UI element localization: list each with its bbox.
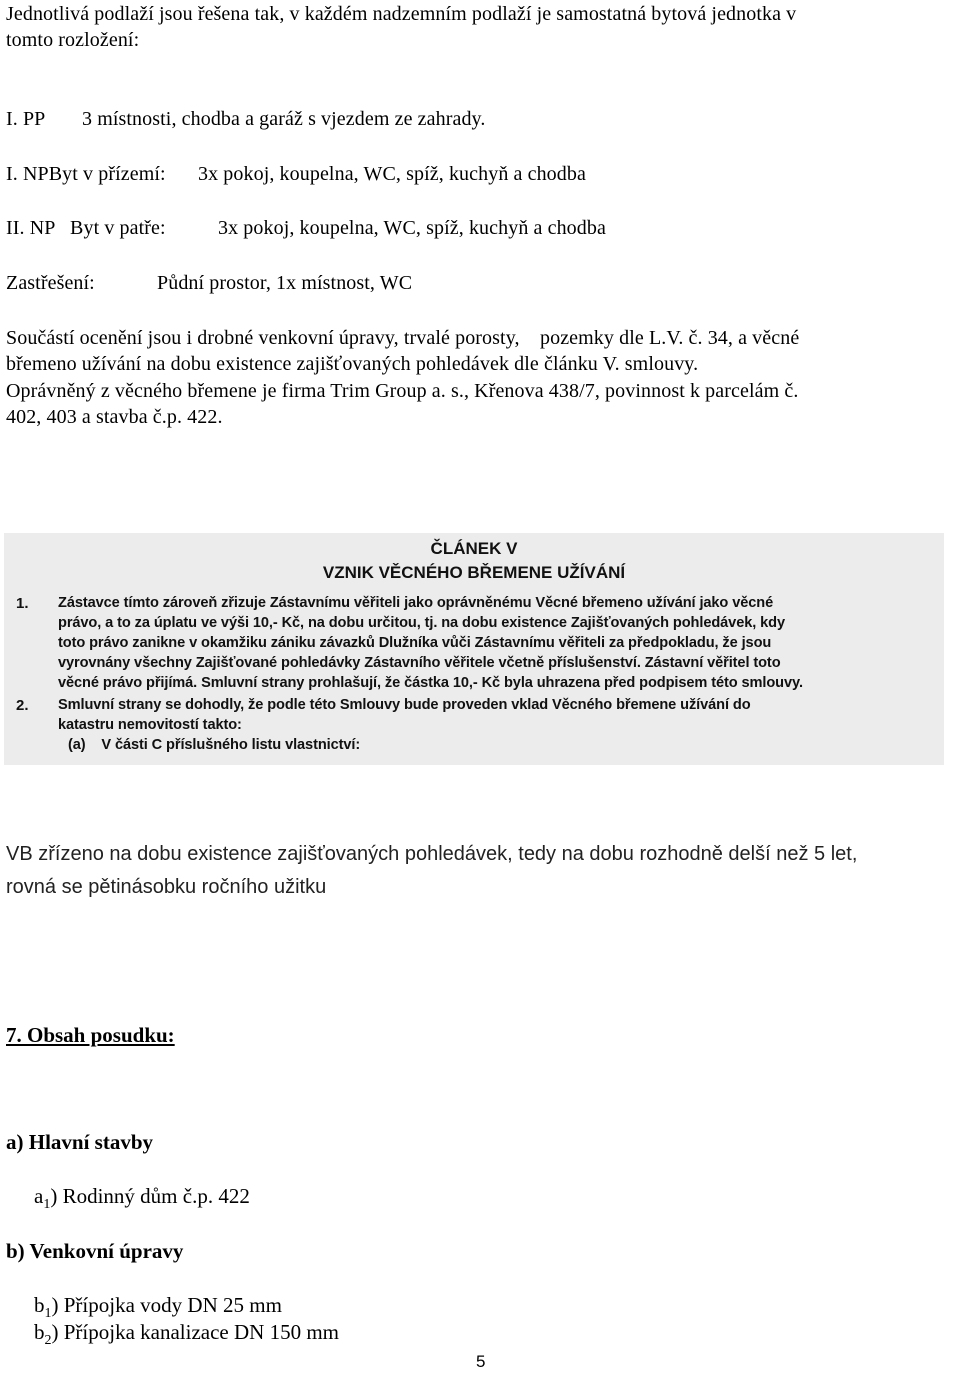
vb-note-line-2: rovná se pětinásobku ročního užitku	[6, 876, 327, 898]
valuation-note-line-4: 402, 403 a stavba č.p. 422.	[6, 406, 223, 428]
outdoor-works-heading: b) Venkovní úpravy	[6, 1239, 184, 1263]
page-number: 5	[476, 1352, 486, 1371]
item-a1-text: ) Rodinný dům č.p. 422	[50, 1184, 250, 1208]
valuation-note-line-1: Součástí ocenění jsou i drobné venkovní úpravy, trvalé porosty, pozemky dle L.V. č. 34, a věcné	[6, 327, 800, 349]
floor-label-2np: II. NP Byt v patře:	[6, 217, 166, 239]
scan-line: právo, a to za úplatu ve výši 10,- Kč, na dobu určitou, tj. na dobu existence Zajišťovaných pohledávek, kdy	[58, 615, 785, 631]
scan-line: vyrovnány všechny Zajišťované pohledávky Zástavního věřitele včetně příslušenství. Zástavní věřitel toto	[58, 655, 781, 671]
scan-line: Zástavce tímto zároveň zřizuje Zástavnímu věřiteli jako oprávněnému Věcné břemeno užívání jako věcné	[58, 595, 774, 611]
scan-line: Smluvní strany se dohodly, že podle této Smlouvy bude proveden vklad Věcného břemene užívání do	[58, 697, 751, 713]
item-b1-text: ) Přípojka vody DN 25 mm	[51, 1293, 282, 1317]
section-7-heading: 7. Obsah posudku:	[6, 1023, 175, 1047]
item-b2	[34, 1319, 339, 1354]
item-b2-text: ) Přípojka kanalizace DN 150 mm	[51, 1320, 339, 1344]
scan-article-title: ČLÁNEK V	[430, 539, 518, 558]
floor-desc-roof: Půdní prostor, 1x místnost, WC	[157, 272, 413, 294]
floor-desc-2np: 3x pokoj, koupelna, WC, spíž, kuchyň a chodba	[218, 217, 606, 239]
intro-line-2: tomto rozložení:	[6, 29, 140, 51]
item-b2-subscript: 2	[44, 1333, 52, 1349]
floor-label-roof: Zastřešení:	[6, 272, 95, 294]
floor-desc-pp: 3 místnosti, chodba a garáž s vjezdem ze zahrady.	[82, 108, 486, 130]
scan-line: věcné právo přijímá. Smluvní strany prohlašují, že částka 10,- Kč byla uhrazena před podpisem této smlouvy.	[58, 675, 803, 691]
floor-desc-1np: 3x pokoj, koupelna, WC, spíž, kuchyň a chodba	[198, 163, 586, 185]
item-a1-prefix: a	[34, 1184, 44, 1208]
scan-article-subtitle: VZNIK VĚCNÉHO BŘEMENE UŽÍVÁNÍ	[322, 563, 626, 582]
valuation-note-line-3: Oprávněný z věcného břemene je firma Trim Group a. s., Křenova 438/7, povinnost k parcelám č.	[6, 380, 799, 402]
main-buildings-heading: a) Hlavní stavby	[6, 1130, 154, 1154]
scan-item-number-2: 2.	[16, 697, 29, 714]
scan-item-number-1: 1.	[16, 595, 29, 612]
intro-line-1: Jednotlivá podlaží jsou řešena tak, v každém nadzemním podlaží je samostatná bytová jednotka v	[6, 3, 797, 25]
scan-line: katastru nemovitostí takto:	[58, 717, 242, 733]
vb-note-line-1: VB zřízeno na dobu existence zajišťovaných pohledávek, tedy na dobu rozhodně delší než 5 let,	[6, 843, 858, 865]
item-b1-subscript: 1	[44, 1306, 52, 1322]
valuation-note-line-2: břemeno užívání na dobu existence zajišťovaných pohledávek dle článku V. smlouvy.	[6, 353, 699, 375]
item-a1	[34, 1183, 250, 1218]
floor-label-pp: I. PP	[6, 108, 46, 130]
item-b2-prefix: b	[34, 1320, 45, 1344]
item-a1-subscript: 1	[43, 1197, 51, 1213]
item-b1-prefix: b	[34, 1293, 45, 1317]
floor-label-1np: I. NPByt v přízemí:	[6, 163, 166, 185]
scan-line: (a) V části C příslušného listu vlastnictví:	[68, 737, 361, 753]
contract-scan-excerpt	[4, 533, 944, 765]
scan-line: toto právo zanikne v okamžiku zániku závazků Dlužníka vůči Zástavnímu věřiteli za předpokladu, že jsou	[58, 635, 772, 651]
